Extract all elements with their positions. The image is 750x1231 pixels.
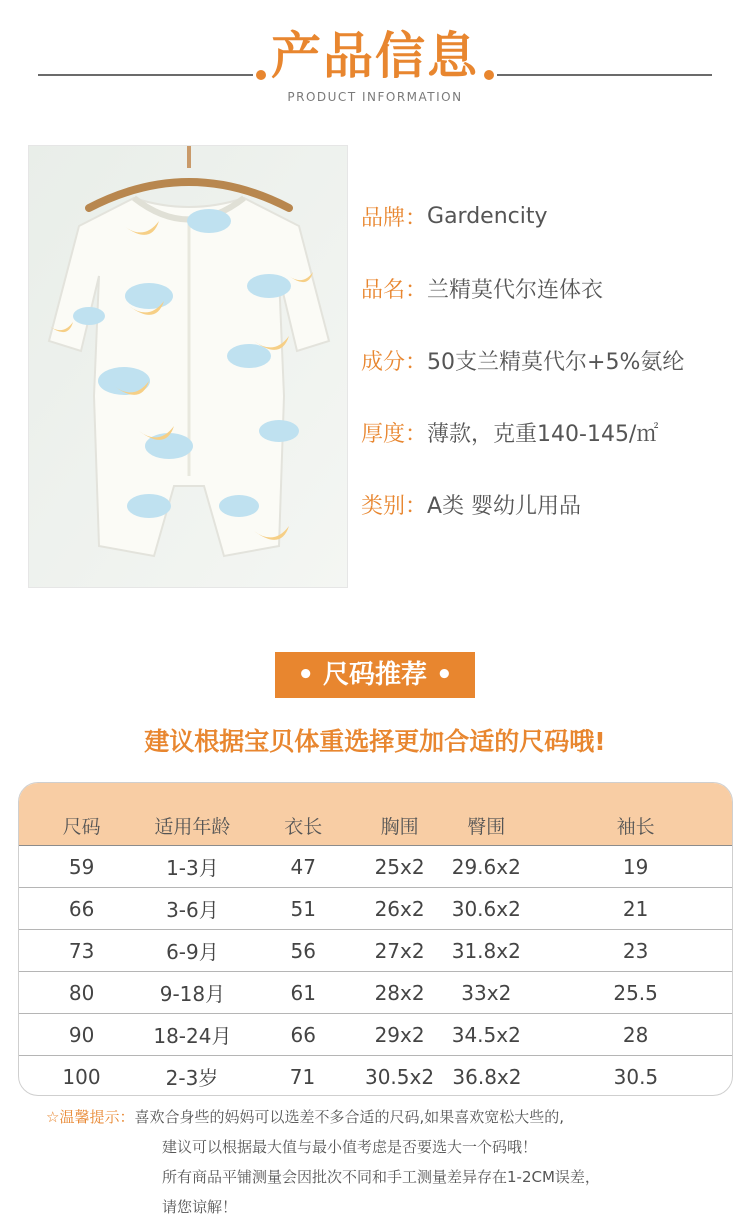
table-cell: 56 — [290, 938, 316, 963]
info-row-brand — [361, 180, 741, 252]
note-line — [46, 1102, 736, 1132]
note-text: 喜欢合身些的妈妈可以选差不多合适的尺码,如果喜欢宽松大些的, — [134, 1108, 564, 1126]
note-line: 建议可以根据最大值与最小值考虑是否要选大一个码哦！ — [162, 1138, 538, 1156]
table-cell: 30.5x2 — [364, 1064, 435, 1089]
table-cell: 90 — [68, 1022, 95, 1047]
info-key: 品名： — [361, 277, 428, 303]
column-header: 尺码 — [62, 816, 101, 838]
size-notes — [46, 1102, 736, 1222]
page-title: 产品信息 — [271, 27, 479, 85]
table-cell: 59 — [68, 854, 95, 879]
table-cell: 80 — [68, 980, 95, 1005]
table-cell: 29x2 — [374, 1022, 425, 1047]
table-row — [19, 887, 732, 929]
info-value: 兰精莫代尔连体衣 — [427, 277, 604, 303]
table-cell: 47 — [290, 854, 316, 879]
note-label: ☆温馨提示： — [46, 1108, 135, 1126]
product-image — [28, 145, 348, 588]
table-cell: 31.8x2 — [451, 938, 521, 963]
table-cell: 25.5 — [613, 980, 658, 1005]
note-line: 所有商品平铺测量会因批次不同和手工测量差异存在1-2CM误差， — [162, 1168, 600, 1186]
note-line: 请您谅解！ — [162, 1198, 238, 1216]
table-cell: 6-9月 — [166, 940, 219, 964]
section-header — [0, 0, 750, 110]
column-header: 衣长 — [284, 816, 323, 838]
info-key: 品牌： — [361, 205, 428, 231]
table-cell: 19 — [622, 854, 649, 879]
table-cell: 66 — [290, 1022, 316, 1047]
product-info-list — [361, 180, 741, 540]
table-cell: 71 — [289, 1064, 316, 1089]
table-cell: 1-3月 — [166, 856, 219, 880]
table-cell: 73 — [68, 938, 95, 963]
table-cell: 25x2 — [374, 854, 425, 879]
header-dot-right — [484, 70, 494, 80]
table-row — [19, 929, 732, 971]
table-cell: 3-6月 — [166, 898, 219, 922]
table-cell: 30.6x2 — [451, 896, 521, 921]
column-header: 胸围 — [380, 816, 419, 838]
info-value: A类 婴幼儿用品 — [427, 493, 582, 519]
table-cell: 100 — [62, 1064, 101, 1089]
info-value: 50支兰精莫代尔+5%氨纶 — [427, 349, 685, 375]
info-row-material — [361, 324, 741, 396]
romper-illustration — [29, 146, 348, 588]
table-row — [19, 1055, 732, 1096]
table-cell: 18-24月 — [153, 1024, 232, 1048]
table-cell: 9-18月 — [159, 982, 226, 1006]
table-cell: 23 — [622, 938, 649, 963]
column-header: 适用年龄 — [154, 816, 231, 838]
info-value: 薄款，克重140-145/㎡ — [427, 421, 659, 447]
table-cell: 28x2 — [374, 980, 425, 1005]
table-cell: 28 — [622, 1022, 649, 1047]
table-cell: 2-3岁 — [165, 1066, 219, 1090]
column-header: 袖长 — [616, 816, 655, 838]
size-recommend-badge: • 尺码推荐 • — [275, 652, 475, 698]
table-cell: 51 — [290, 896, 316, 921]
table-cell: 36.8x2 — [452, 1064, 522, 1089]
info-key: 厚度： — [361, 421, 428, 447]
table-cell: 66 — [68, 896, 95, 921]
table-cell: 30.5 — [613, 1064, 659, 1089]
table-cell: 21 — [622, 896, 649, 921]
table-row — [19, 845, 732, 887]
table-cell: 26x2 — [374, 896, 425, 921]
info-key: 类别： — [361, 493, 428, 519]
table-cell: 29.6x2 — [451, 854, 521, 879]
table-header — [19, 783, 732, 845]
page-subtitle: PRODUCT INFORMATION — [287, 90, 463, 104]
table-cell: 27x2 — [374, 938, 425, 963]
info-row-category — [361, 468, 741, 540]
info-row-name — [361, 252, 741, 324]
info-key: 成分： — [361, 349, 428, 375]
info-value: Gardencity — [427, 203, 548, 229]
table-cell: 33x2 — [461, 980, 512, 1005]
table-cell: 34.5x2 — [451, 1022, 521, 1047]
column-header: 臀围 — [467, 816, 506, 838]
header-divider-right — [497, 74, 712, 76]
table-row — [19, 971, 732, 1013]
size-table — [18, 782, 733, 1096]
table-row — [19, 1013, 732, 1055]
size-advice: 建议根据宝贝体重选择更加合适的尺码哦! — [144, 727, 606, 756]
table-cell: 61 — [290, 980, 316, 1005]
info-row-thickness — [361, 396, 741, 468]
